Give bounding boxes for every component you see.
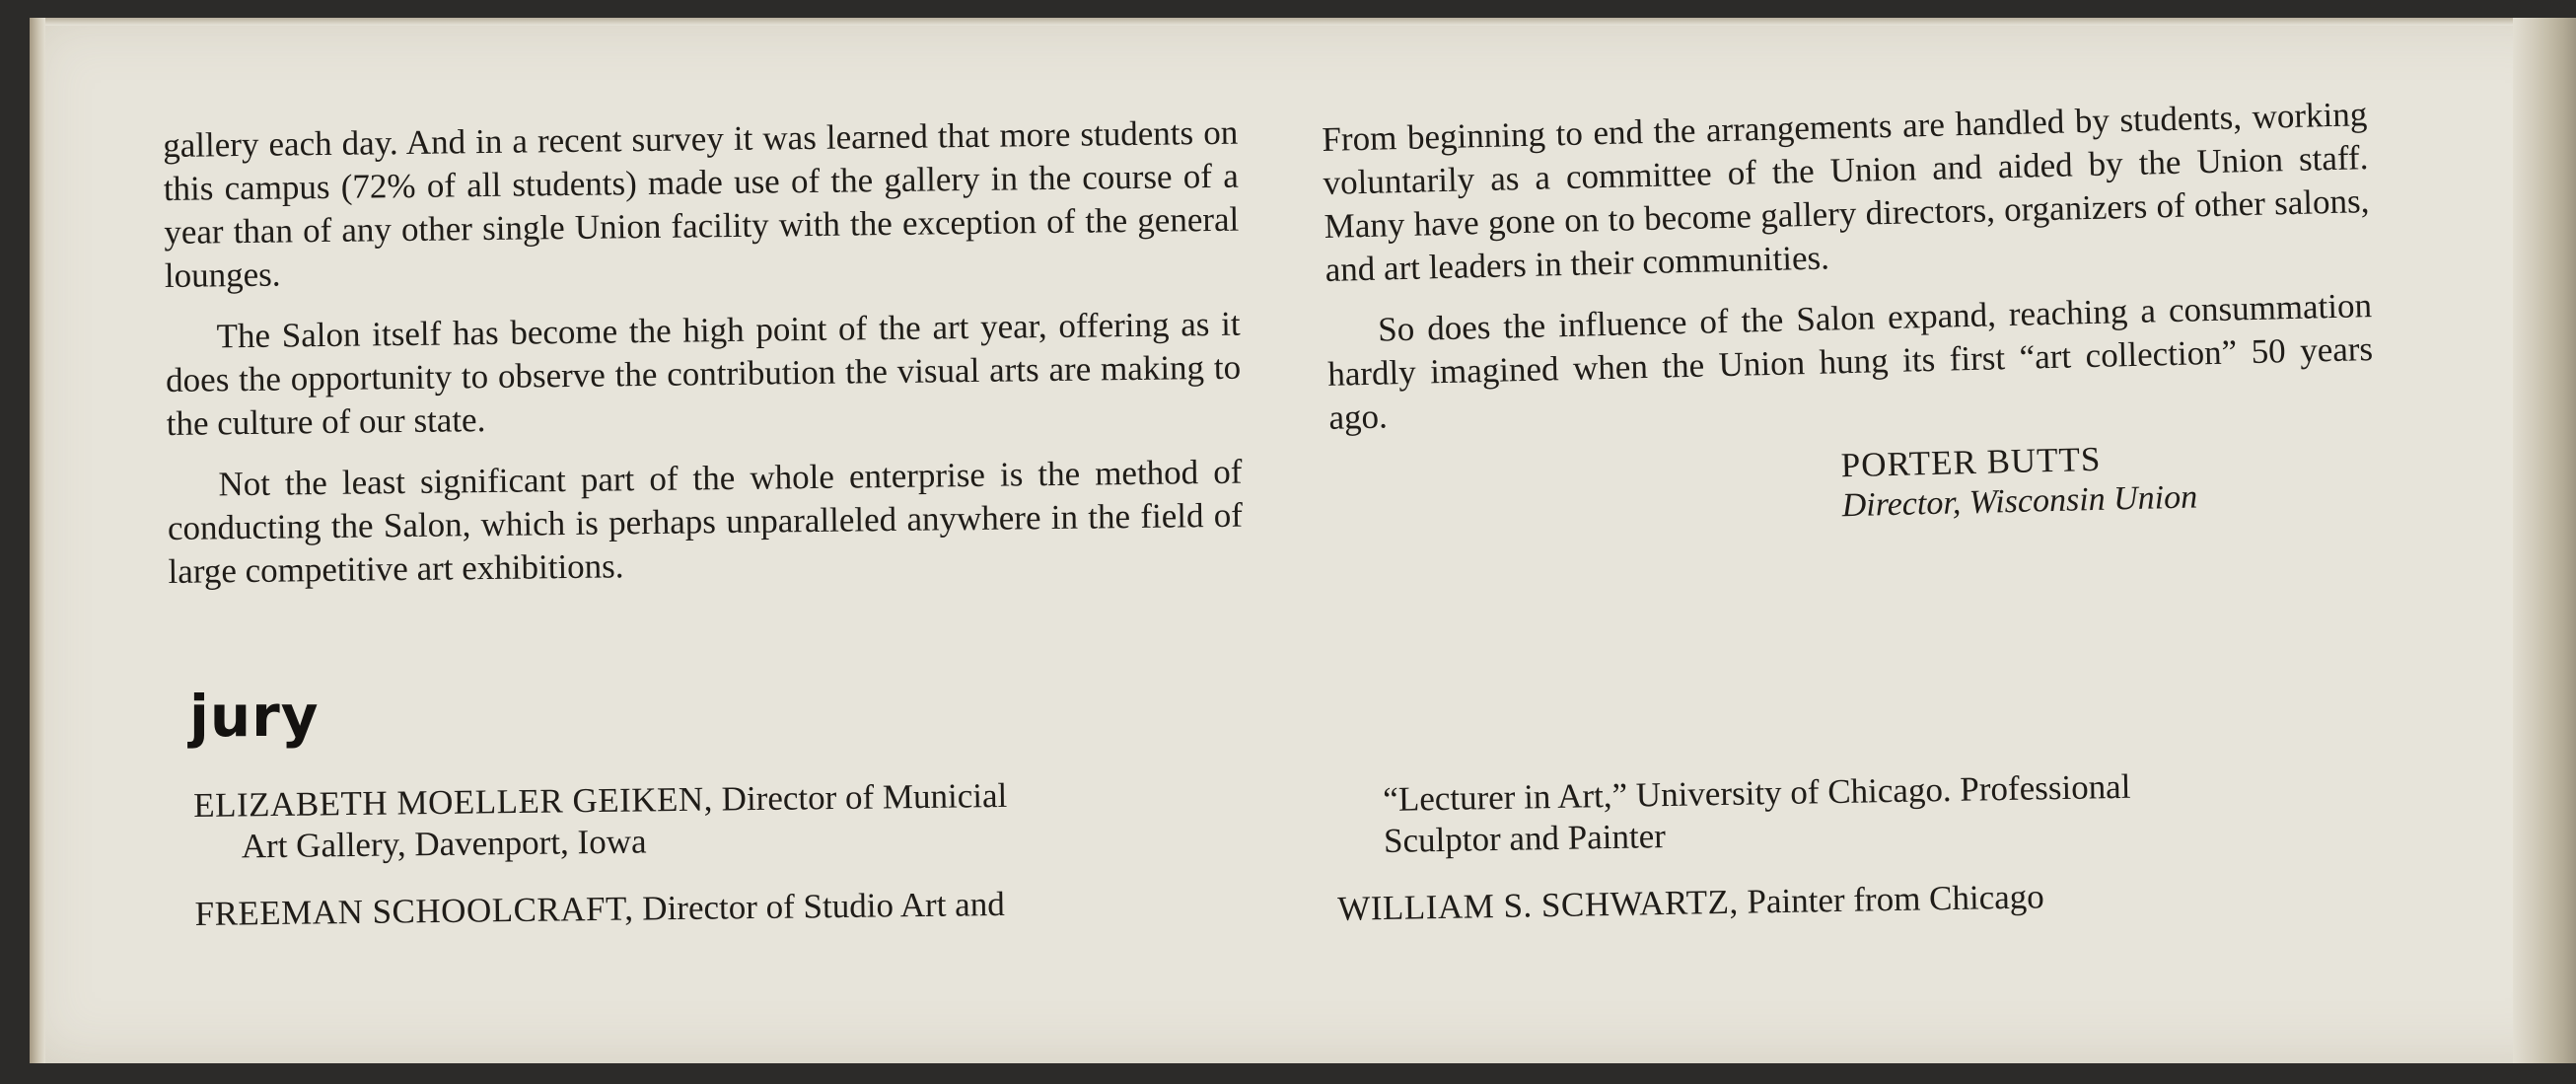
left-paragraph-2: The Salon itself has become the high point of the art year, offering as it does the opportunity to observe the contribution the visual arts are making to the culture of our state. (165, 304, 1242, 443)
jury-entry-schwartz (1337, 870, 2382, 929)
page-top-edge (30, 18, 2576, 26)
page-left-edge (30, 18, 45, 1063)
jury-entry-role: Director of Studio Art and (642, 884, 1005, 928)
jury-entry-name: WILLIAM S. SCHWARTZ, (1336, 882, 1740, 928)
left-paragraph-1: gallery each day. And in a recent survey it was learned that more students on this campus (72% of all students) made use of the gallery in the course of a year than of any other single Union facility with the exception of the general lounges. (163, 112, 1240, 295)
signature-title: Director, Wisconsin Union (1841, 478, 2198, 525)
jury-entry-role: Director of Municial (721, 775, 1008, 819)
jury-list-left (193, 772, 1241, 961)
jury-heading: jury (189, 683, 320, 750)
jury-list-right (1336, 761, 2382, 955)
right-paragraph-2: So does the influence of the Salon expand, reaching a consummation hardly imagined when the Union hung its first “art collection” 50 years ago. (1326, 286, 2374, 437)
jury-entry-name: FREEMAN SCHOOLCRAFT, (194, 889, 634, 933)
right-paragraph-1: From beginning to end the arrangements are handled by students, working voluntarily as a committee of the Union and aided by the Union staff. Many have gone on to become gallery directors, organizers of other salons, and art leaders in their communities. (1322, 95, 2370, 289)
jury-entry-continuation: “Lecturer in Art,” University of Chicago. Professional (1383, 766, 2131, 819)
jury-entry-role: Painter from Chicago (1747, 877, 2045, 921)
signature-name: PORTER BUTTS (1840, 439, 2102, 485)
jury-entry-continuation: Art Gallery, Davenport, Iowa (241, 822, 647, 866)
page-spine-fold (2513, 18, 2576, 1063)
jury-entry-name: ELIZABETH MOELLER GEIKEN, (193, 779, 714, 825)
jury-entry-geiken (193, 772, 1240, 868)
jury-entry-continuation: Sculptor and Painter (1383, 817, 1667, 860)
left-text-column (163, 111, 1244, 612)
left-paragraph-3: Not the least significant part of the whole enterprise is the method of conducting the Salon, which is perhaps unparalleled anywhere in the field of large competitive art exhibitions. (167, 452, 1244, 591)
jury-entry-schoolcraft-continued (1383, 761, 2380, 862)
right-text-column (1322, 93, 2377, 539)
jury-entry-schoolcraft (194, 881, 1240, 935)
